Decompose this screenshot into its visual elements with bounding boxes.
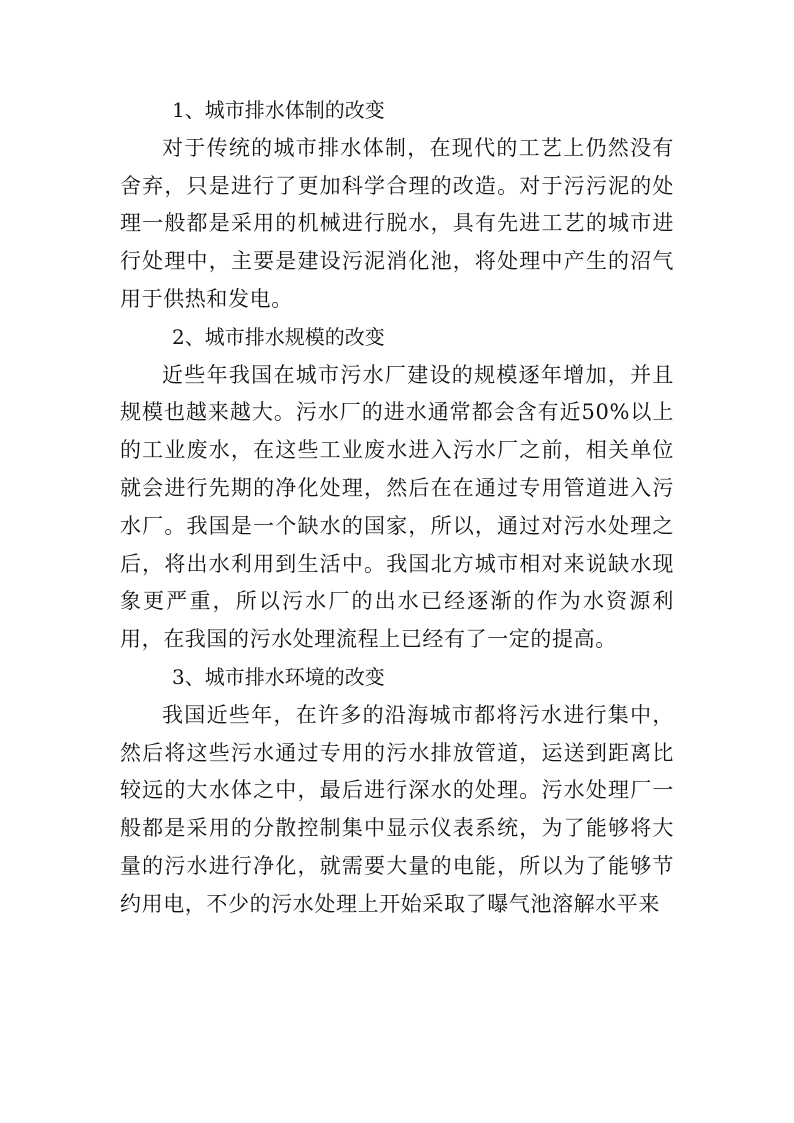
section-heading-3: 3、城市排水环境的改变 [172, 664, 385, 689]
section-paragraph-1: 对于传统的城市排水体制，在现代的工艺上仍然没有舍弃，只是进行了更加科学合理的改造。对于污污泥的处理一般都是采用的机械进行脱水，具有先进工艺的城市进行处理中，主要是建设污泥消化池，将处理中产生的沼气用于供热和发电。 [120, 135, 674, 311]
document-body [120, 92, 674, 924]
section-heading-1: 1、城市排水体制的改变 [172, 98, 385, 122]
section-heading-2: 2、城市排水规模的改变 [172, 324, 385, 349]
section-paragraph-3: 我国近些年，在许多的沿海城市都将污水进行集中，然后将这些污水通过专用的污水排放管道，运送到距离比较远的大水体之中，最后进行深水的处理。污水处理厂一般都是采用的分散控制集中显示仪表系统，为了能够将大量的污水进行净化，就需要大量的电能，所以为了能够节约用电，不少的污水处理上开始采取了曝气池溶解水平来 [120, 702, 674, 916]
section-paragraph-2: 近些年我国在城市污水厂建设的规模逐年增加，并且规模也越来越大。污水厂的进水通常都会含有近50%以上的工业废水，在这些工业废水进入污水厂之前，相关单位就会进行先期的净化处理，然后在在通过专用管道进入污水厂。我国是一个缺水的国家，所以，通过对污水处理之后，将出水利用到生活中。我国北方城市相对来说缺水现象更严重，所以污水厂的出水已经逐渐的作为水资源利用，在我国的污水处理流程上已经有了一定的提高。 [120, 362, 674, 652]
